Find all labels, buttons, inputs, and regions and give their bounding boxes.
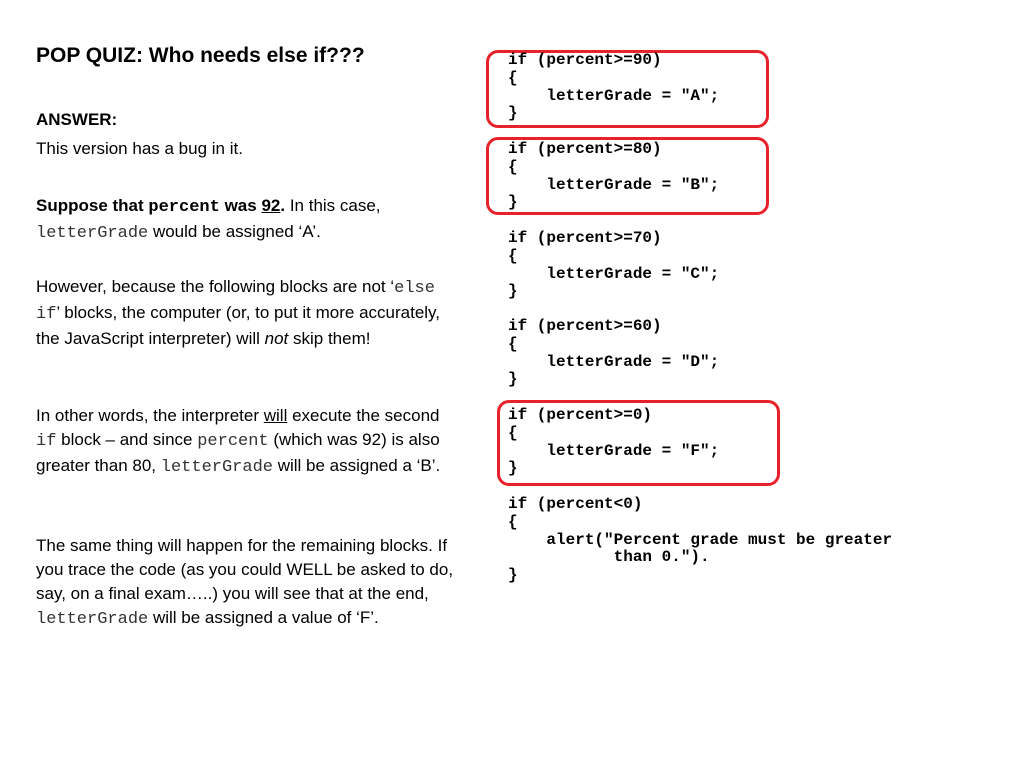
var-lettergrade: letterGrade: [36, 224, 149, 243]
paragraph-in-other-words: [36, 404, 456, 480]
paragraph-same-thing: [36, 534, 456, 632]
in-case-text: In this case,: [285, 196, 381, 215]
var-percent-2: percent: [197, 432, 269, 451]
dot-text: .: [280, 196, 286, 215]
var-percent: percent: [148, 198, 220, 217]
suppose-text: Suppose that: [36, 196, 144, 215]
same-text-a: The same thing will happen for the remaining blocks. If you trace the code (as you could WELL be asked to do, say, on a final exam…..) you will see that at the end,: [36, 536, 454, 603]
bug-text: This version has a bug in it.: [36, 139, 243, 158]
however-text-b: ’ blocks, the computer (or, to put it more accurately, the JavaScript interpreter) will: [36, 303, 441, 348]
assigned-a-text: would be assigned ‘A’.: [148, 222, 321, 241]
code-block-0: if (percent>=0) { letterGrade = "F"; }: [508, 406, 720, 478]
if-keyword: if: [36, 432, 57, 451]
same-text-b: will be assigned a value of ‘F’.: [148, 608, 379, 627]
will-text: will: [263, 406, 288, 425]
iow-text-b: execute the second: [287, 406, 440, 425]
iow-text-a: In other words, the interpreter: [36, 406, 264, 425]
code-block-60: if (percent>=60) { letterGrade = "D"; }: [508, 317, 720, 389]
answer-label: ANSWER:: [36, 110, 118, 129]
value-92: 92: [261, 196, 281, 215]
code-block-90: if (percent>=90) { letterGrade = "A"; }: [508, 51, 720, 123]
iow-text-c: block – and since: [56, 430, 198, 449]
else-if-keyword: else if: [36, 279, 435, 324]
var-lettergrade-2: letterGrade: [160, 458, 273, 477]
code-block-negative: if (percent<0) { alert("Percent grade must be greater than 0."). }: [508, 495, 893, 585]
paragraph-however: [36, 275, 456, 351]
however-text-a: However, because the following blocks are not ‘: [36, 277, 395, 296]
iow-text-e: will be assigned a ‘B’.: [272, 456, 441, 475]
iow-text-d: (which was 92) is also greater than 80,: [36, 430, 440, 475]
page-title: POP QUIZ: Who needs else if???: [36, 44, 365, 67]
not-text: not: [264, 329, 289, 348]
var-lettergrade-3: letterGrade: [36, 610, 149, 629]
code-block-70: if (percent>=70) { letterGrade = "C"; }: [508, 229, 720, 301]
paragraph-suppose: [36, 194, 456, 246]
code-block-80: if (percent>=80) { letterGrade = "B"; }: [508, 140, 720, 212]
however-text-c: skip them!: [288, 329, 371, 348]
was-text: was: [224, 196, 257, 215]
